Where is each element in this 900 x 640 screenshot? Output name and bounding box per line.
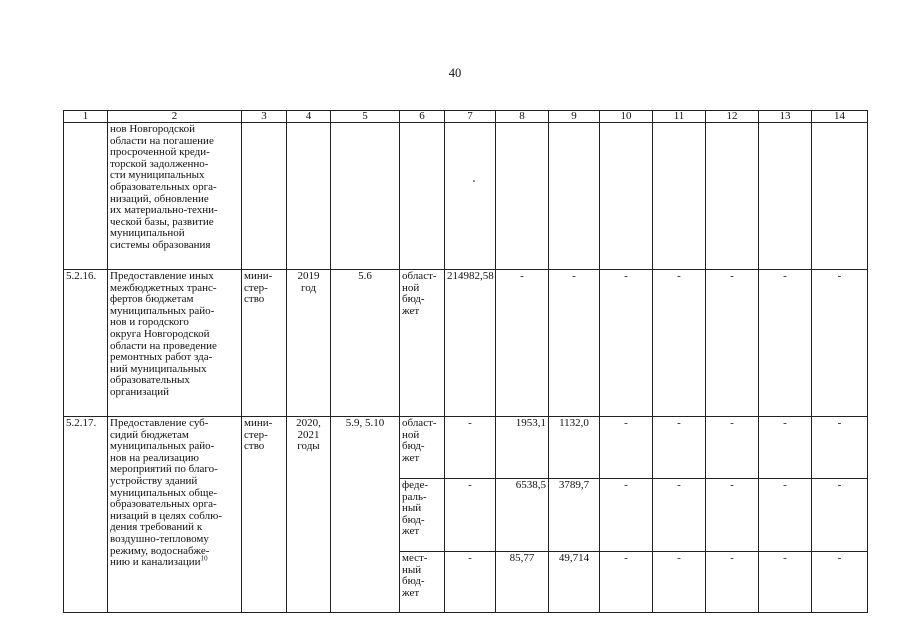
amount-cell: - [600,552,653,613]
amount-cell: - [445,479,496,552]
executor-cell: мини- стер- ство [242,417,287,613]
amount-cell: 1132,0 [549,417,600,479]
amount-cell: - [549,270,600,417]
amount-cell: - [812,270,868,417]
funding-source-cell: феде- раль- ный бюд- жет [400,479,445,552]
empty-cell [706,123,759,270]
empty-cell [653,123,706,270]
activity-description-cell [108,417,242,613]
column-header: 5 [331,111,400,123]
empty-cell [549,123,600,270]
amount-cell: 85,77 [496,552,549,613]
empty-cell [759,123,812,270]
amount-cell: - [759,479,812,552]
amount-cell: - [653,417,706,479]
empty-cell [331,123,400,270]
empty-cell [496,123,549,270]
amount-cell: - [812,417,868,479]
column-header: 13 [759,111,812,123]
column-header: 11 [653,111,706,123]
amount-cell: - [706,479,759,552]
period-cell: 2019 год [287,270,331,417]
amount-cell: - [445,552,496,613]
activity-code [64,123,108,270]
column-header: 2 [108,111,242,123]
activity-description: нов Новгородской области на погашение просроченной креди- торской задолженно- сти муниципальных образовательных орга- низаций, обновление их материально-техни- ческой базы, развитие муниципальной системы образования [108,123,242,270]
activity-code: 5.2.17. [64,417,108,613]
amount-cell: - [653,552,706,613]
column-header: 6 [400,111,445,123]
funding-source-cell: област- ной бюд- жет [400,417,445,479]
funding-source-cell: мест- ный бюд- жет [400,552,445,613]
column-header: 8 [496,111,549,123]
empty-cell [445,123,496,270]
amount-cell: 49,714 [549,552,600,613]
amount-cell: 214982,58 [445,270,496,417]
activity-code: 5.2.16. [64,270,108,417]
empty-cell [812,123,868,270]
table-row [64,417,868,479]
activity-description: Предоставление суб- сидий бюджетам муниципальных райо- нов на реализацию мероприятий по благо- устройству зданий муниципальных обще- образовательных орга- низаций в целях соблю- дения требований к воздушно-тепловому режиму, водоснабже- нию и канализации [110,417,222,569]
amount-cell: - [653,479,706,552]
column-header: 14 [812,111,868,123]
table-row [64,123,868,270]
column-header: 3 [242,111,287,123]
amount-cell: - [759,417,812,479]
column-header: 4 [287,111,331,123]
program-activities-table [63,110,868,613]
column-header: 9 [549,111,600,123]
column-header: 7 [445,111,496,123]
amount-cell: - [600,270,653,417]
amount-cell: - [759,552,812,613]
amount-cell: - [812,479,868,552]
empty-cell [600,123,653,270]
table-row [64,270,868,417]
column-number-row [64,111,868,123]
amount-cell: 6538,5 [496,479,549,552]
amount-cell: - [653,270,706,417]
activity-description: Предоставление иных межбюджетных транс- фертов бюджетам муниципальных райо- нов и городского округа Новгородской области на проведение ремонтных работ зда- ний муниципальных образовательных организаций [108,270,242,417]
period-cell: 2020, 2021 годы [287,417,331,613]
amount-cell: 3789,7 [549,479,600,552]
amount-cell: - [706,270,759,417]
target-indicators-cell: 5.9, 5.10 [331,417,400,613]
empty-cell [400,123,445,270]
funding-source-cell: област- ной бюд- жет [400,270,445,417]
executor-cell: мини- стер- ство [242,270,287,417]
footnote-reference: 10 [200,554,208,563]
amount-cell: - [600,417,653,479]
amount-cell: 1953,1 [496,417,549,479]
amount-cell: - [706,417,759,479]
empty-cell [242,123,287,270]
column-header: 10 [600,111,653,123]
page-number: 40 [448,66,462,80]
column-header: 1 [64,111,108,123]
amount-cell: - [600,479,653,552]
column-header: 12 [706,111,759,123]
amount-cell: - [812,552,868,613]
amount-cell: - [496,270,549,417]
amount-cell: - [445,417,496,479]
target-indicators-cell: 5.6 [331,270,400,417]
amount-cell: - [759,270,812,417]
empty-cell [287,123,331,270]
amount-cell: - [706,552,759,613]
